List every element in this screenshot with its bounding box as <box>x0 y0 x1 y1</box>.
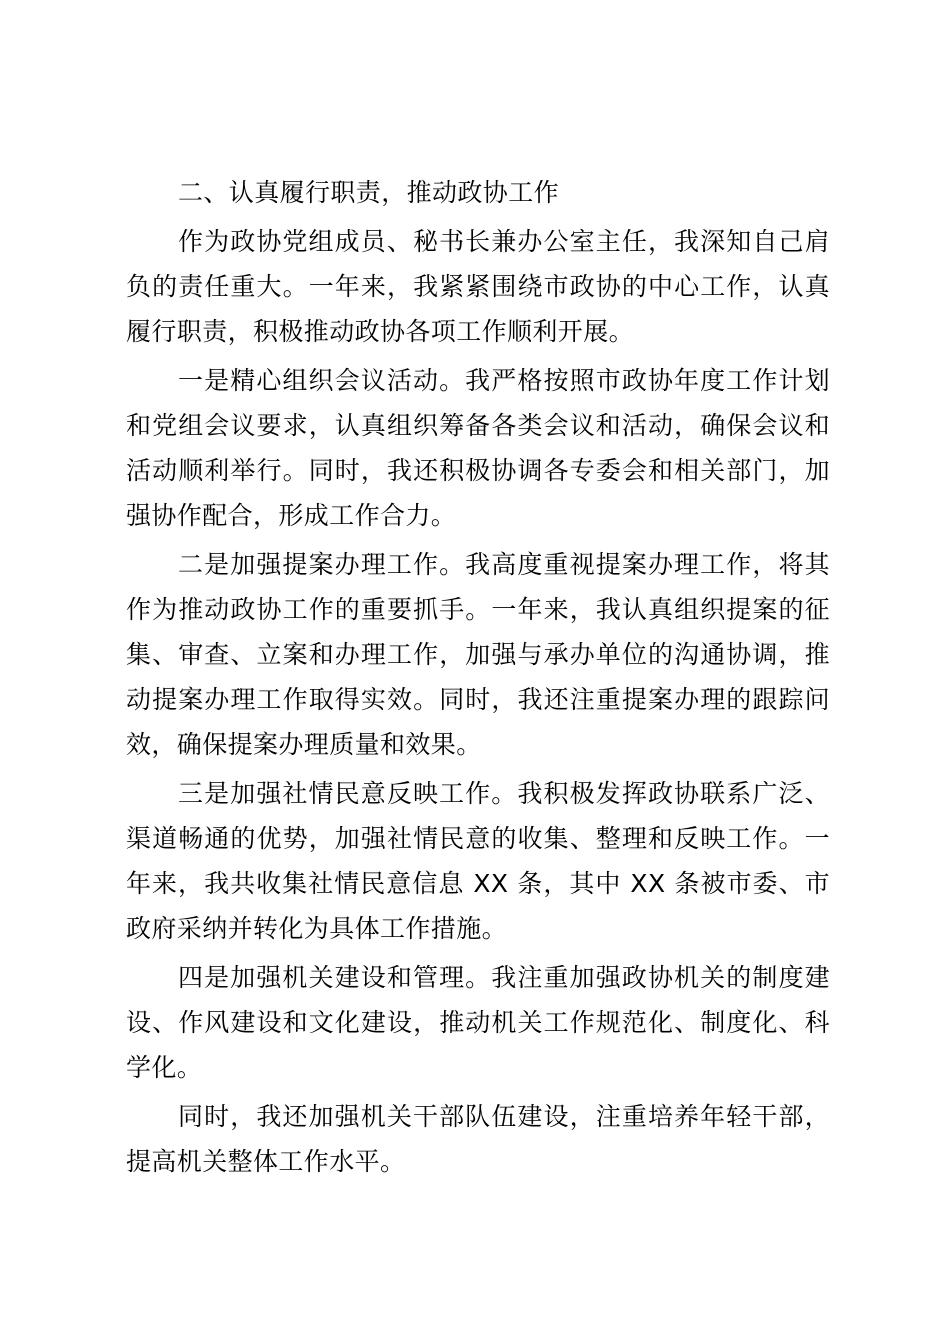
paragraph-cadres: 同时，我还加强机关干部队伍建设，注重培养年轻干部，提高机关整体工作水平。 <box>126 1102 830 1176</box>
section-heading: 二、认真履行职责，推动政协工作 <box>178 178 560 207</box>
paragraph-proposals: 二是加强提案办理工作。我高度重视提案办理工作，将其作为推动政协工作的重要抓手。一年来，我认真组织提案的征集、审查、立案和办理工作，加强与承办单位的沟通协调，推动提案办理工作取得实效。同时，我还注重提案办理的跟踪问效，确保提案办理质量和效果。 <box>126 550 830 759</box>
document-body <box>126 170 830 1188</box>
paragraph-public-opinion: 三是加强社情民意反映工作。我积极发挥政协联系广泛、渠道畅通的优势，加强社情民意的收集、整理和反映工作。一年来，我共收集社情民意信息 XX 条，其中 XX 条被市委、市政府采纳并转化为具体工作措施。 <box>126 779 830 943</box>
paragraph-organization: 四是加强机关建设和管理。我注重加强政协机关的制度建设、作风建设和文化建设，推动机关工作规范化、制度化、科学化。 <box>126 963 830 1082</box>
paragraph-intro: 作为政协党组成员、秘书长兼办公室主任，我深知自己肩负的责任重大。一年来，我紧紧围绕市政协的中心工作，认真履行职责，积极推动政协各项工作顺利开展。 <box>126 227 830 346</box>
paragraph-meetings: 一是精心组织会议活动。我严格按照市政协年度工作计划和党组会议要求，认真组织筹备各类会议和活动，确保会议和活动顺利举行。同时，我还积极协调各专委会和相关部门，加强协作配合，形成工作合力。 <box>126 366 830 530</box>
